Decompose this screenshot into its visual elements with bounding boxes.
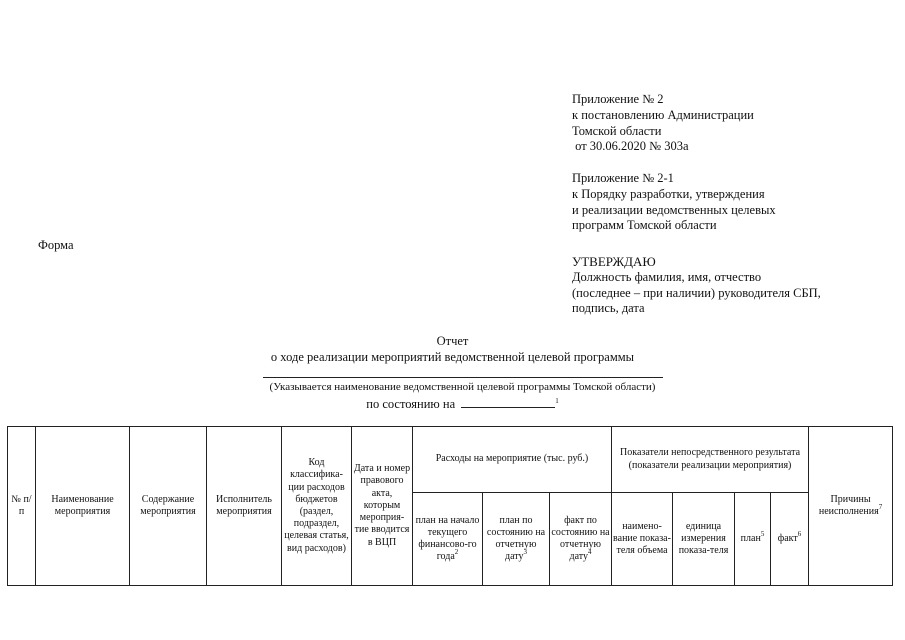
as-of-date (0, 397, 905, 411)
exp-plan-report-header (483, 493, 550, 586)
col-number-header: № п/п (8, 427, 36, 586)
program-name-line (263, 377, 663, 378)
col-legal-act-header: Дата и номер правового акта, которым мероприя-тие вводится в ВЦП (352, 427, 413, 586)
ind-plan-label: план (740, 532, 761, 544)
reasons-label: Причины неисполнения (818, 493, 879, 517)
footnote-marker: 7 (878, 503, 883, 511)
ind-plan-header (735, 493, 771, 586)
approval-block (572, 254, 821, 317)
report-table (7, 426, 893, 586)
col-name-header: Наименование мероприятия (36, 427, 130, 586)
appendix-line: к постановлению Администрации (572, 107, 754, 122)
report-title-line2: о ходе реализации мероприятий ведомственной целевой программы (270, 350, 635, 364)
exp-plan-report-label: план по состоянию на отчетную дату (486, 514, 546, 563)
footnote-marker: 1 (555, 397, 559, 405)
exp-fact-label: факт по состоянию на отчетную дату (551, 514, 610, 563)
approval-line: (последнее – при наличии) руководителя СБП, (572, 285, 821, 300)
exp-plan-start-label: план на начало текущего финансово-го года (415, 514, 480, 563)
approval-line: подпись, дата (572, 301, 645, 316)
footnote-marker: 4 (588, 548, 592, 557)
exp-fact-header (550, 493, 612, 586)
col-reasons-header (809, 427, 893, 586)
date-blank-line (461, 397, 555, 408)
appendix-line: программ Томской области (572, 218, 717, 233)
appendix-line: и реализации ведомственных целевых (572, 202, 776, 217)
program-name-note: (Указывается наименование ведомственной целевой программы Томской области) (269, 381, 656, 393)
appendix-line: Приложение № 2 (572, 92, 664, 106)
ind-name-header: наимено-вание показа-теля объема (612, 493, 673, 586)
appendix-block (572, 92, 776, 234)
indicators-group-header: Показатели непосредственного результата (показатели реализации мероприятия) (612, 427, 809, 493)
footnote-marker: 6 (797, 529, 802, 538)
appendix-line: к Порядку разработки, утверждения (572, 186, 765, 201)
report-title (0, 333, 905, 365)
report-title-line1: Отчет (436, 334, 469, 348)
appendix-line: от 30.06.2020 № 303а (572, 139, 689, 154)
col-budget-code-header: Код классифика-ции расходов бюджетов (раздел, подраздел, целевая статья, вид расходов) (282, 427, 352, 586)
footnote-marker: 5 (760, 529, 765, 538)
ind-fact-header (771, 493, 809, 586)
as-of-label: по состоянию на (366, 397, 456, 411)
ind-unit-header: единица измерения показа-теля (673, 493, 735, 586)
approval-title: УТВЕРЖДАЮ (572, 254, 656, 269)
footnote-marker: 2 (454, 548, 459, 557)
appendix-line: Томской области (572, 123, 662, 138)
exp-plan-start-header (413, 493, 483, 586)
footnote-marker: 3 (523, 548, 527, 557)
col-content-header: Содержание мероприятия (130, 427, 207, 586)
appendix-line: Приложение № 2-1 (572, 170, 674, 185)
col-executor-header: Исполнитель мероприятия (207, 427, 282, 586)
expenses-group-header: Расходы на мероприятие (тыс. руб.) (413, 427, 612, 493)
form-label: Форма (38, 238, 74, 252)
approval-line: Должность фамилия, имя, отчество (572, 269, 762, 284)
ind-fact-label: факт (777, 532, 798, 544)
appendix-spacer (572, 155, 776, 171)
